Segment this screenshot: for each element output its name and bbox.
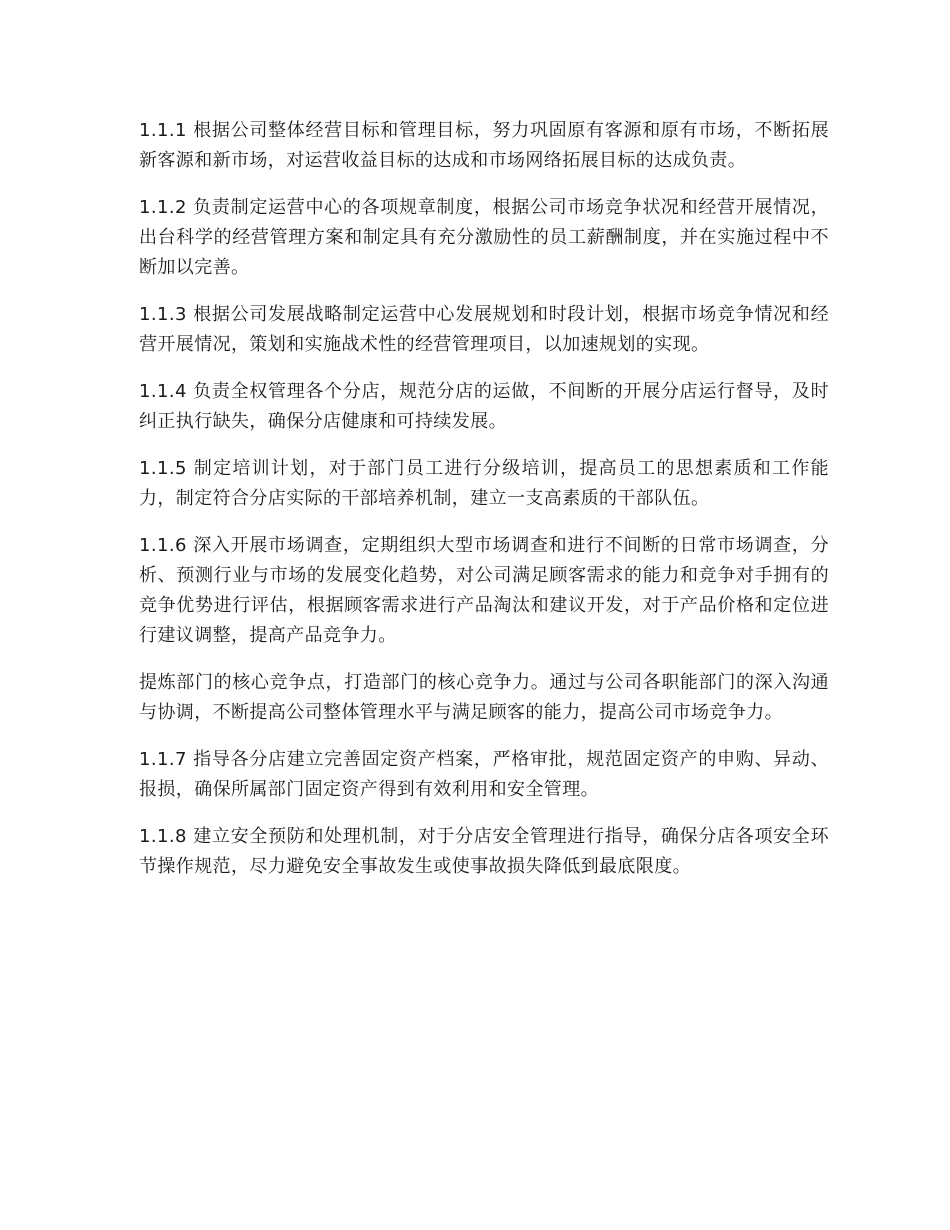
paragraph-1-1-5: 1.1.5 制定培训计划，对于部门员工进行分级培训，提高员工的思想素质和工作能力，制定符合分店实际的干部培养机制，建立一支高素质的干部队伍。 bbox=[139, 458, 829, 509]
paragraph-1-1-4: 1.1.4 负责全权管理各个分店，规范分店的运做，不间断的开展分店运行督导，及时纠正执行缺失，确保分店健康和可持续发展。 bbox=[139, 381, 829, 432]
paragraph-1-1-3: 1.1.3 根据公司发展战略制定运营中心发展规划和时段计划，根据市场竞争情况和经营开展情况，策划和实施战术性的经营管理项目，以加速规划的实现。 bbox=[139, 304, 829, 355]
paragraph-1-1-2: 1.1.2 负责制定运营中心的各项规章制度，根据公司市场竞争状况和经营开展情况，出台科学的经营管理方案和制定具有充分激励性的员工薪酬制度，并在实施过程中不断加以完善。 bbox=[139, 197, 829, 278]
paragraph-1-1-7: 1.1.7 指导各分店建立完善固定资产档案，严格审批，规范固定资产的申购、异动、报损，确保所属部门固定资产得到有效利用和安全管理。 bbox=[139, 749, 829, 800]
paragraph-1-1-6: 1.1.6 深入开展市场调查，定期组织大型市场调查和进行不间断的日常市场调查，分析、预测行业与市场的发展变化趋势，对公司满足顾客需求的能力和竞争对手拥有的竞争优势进行评估，根据顾客需求进行产品淘汰和建议开发，对于产品价格和定位进行建议调整，提高产品竞争力。 bbox=[139, 535, 829, 646]
paragraph-core-competitiveness: 提炼部门的核心竞争点，打造部门的核心竞争力。通过与公司各职能部门的深入沟通与协调，不断提高公司整体管理水平与满足顾客的能力，提高公司市场竞争力。 bbox=[139, 672, 829, 723]
document-page bbox=[139, 116, 829, 899]
paragraph-1-1-8: 1.1.8 建立安全预防和处理机制，对于分店安全管理进行指导，确保分店各项安全环节操作规范，尽力避免安全事故发生或使事故损失降低到最底限度。 bbox=[139, 826, 829, 877]
paragraph-1-1-1: 1.1.1 根据公司整体经营目标和管理目标，努力巩固原有客源和原有市场，不断拓展新客源和新市场，对运营收益目标的达成和市场网络拓展目标的达成负责。 bbox=[139, 120, 829, 171]
